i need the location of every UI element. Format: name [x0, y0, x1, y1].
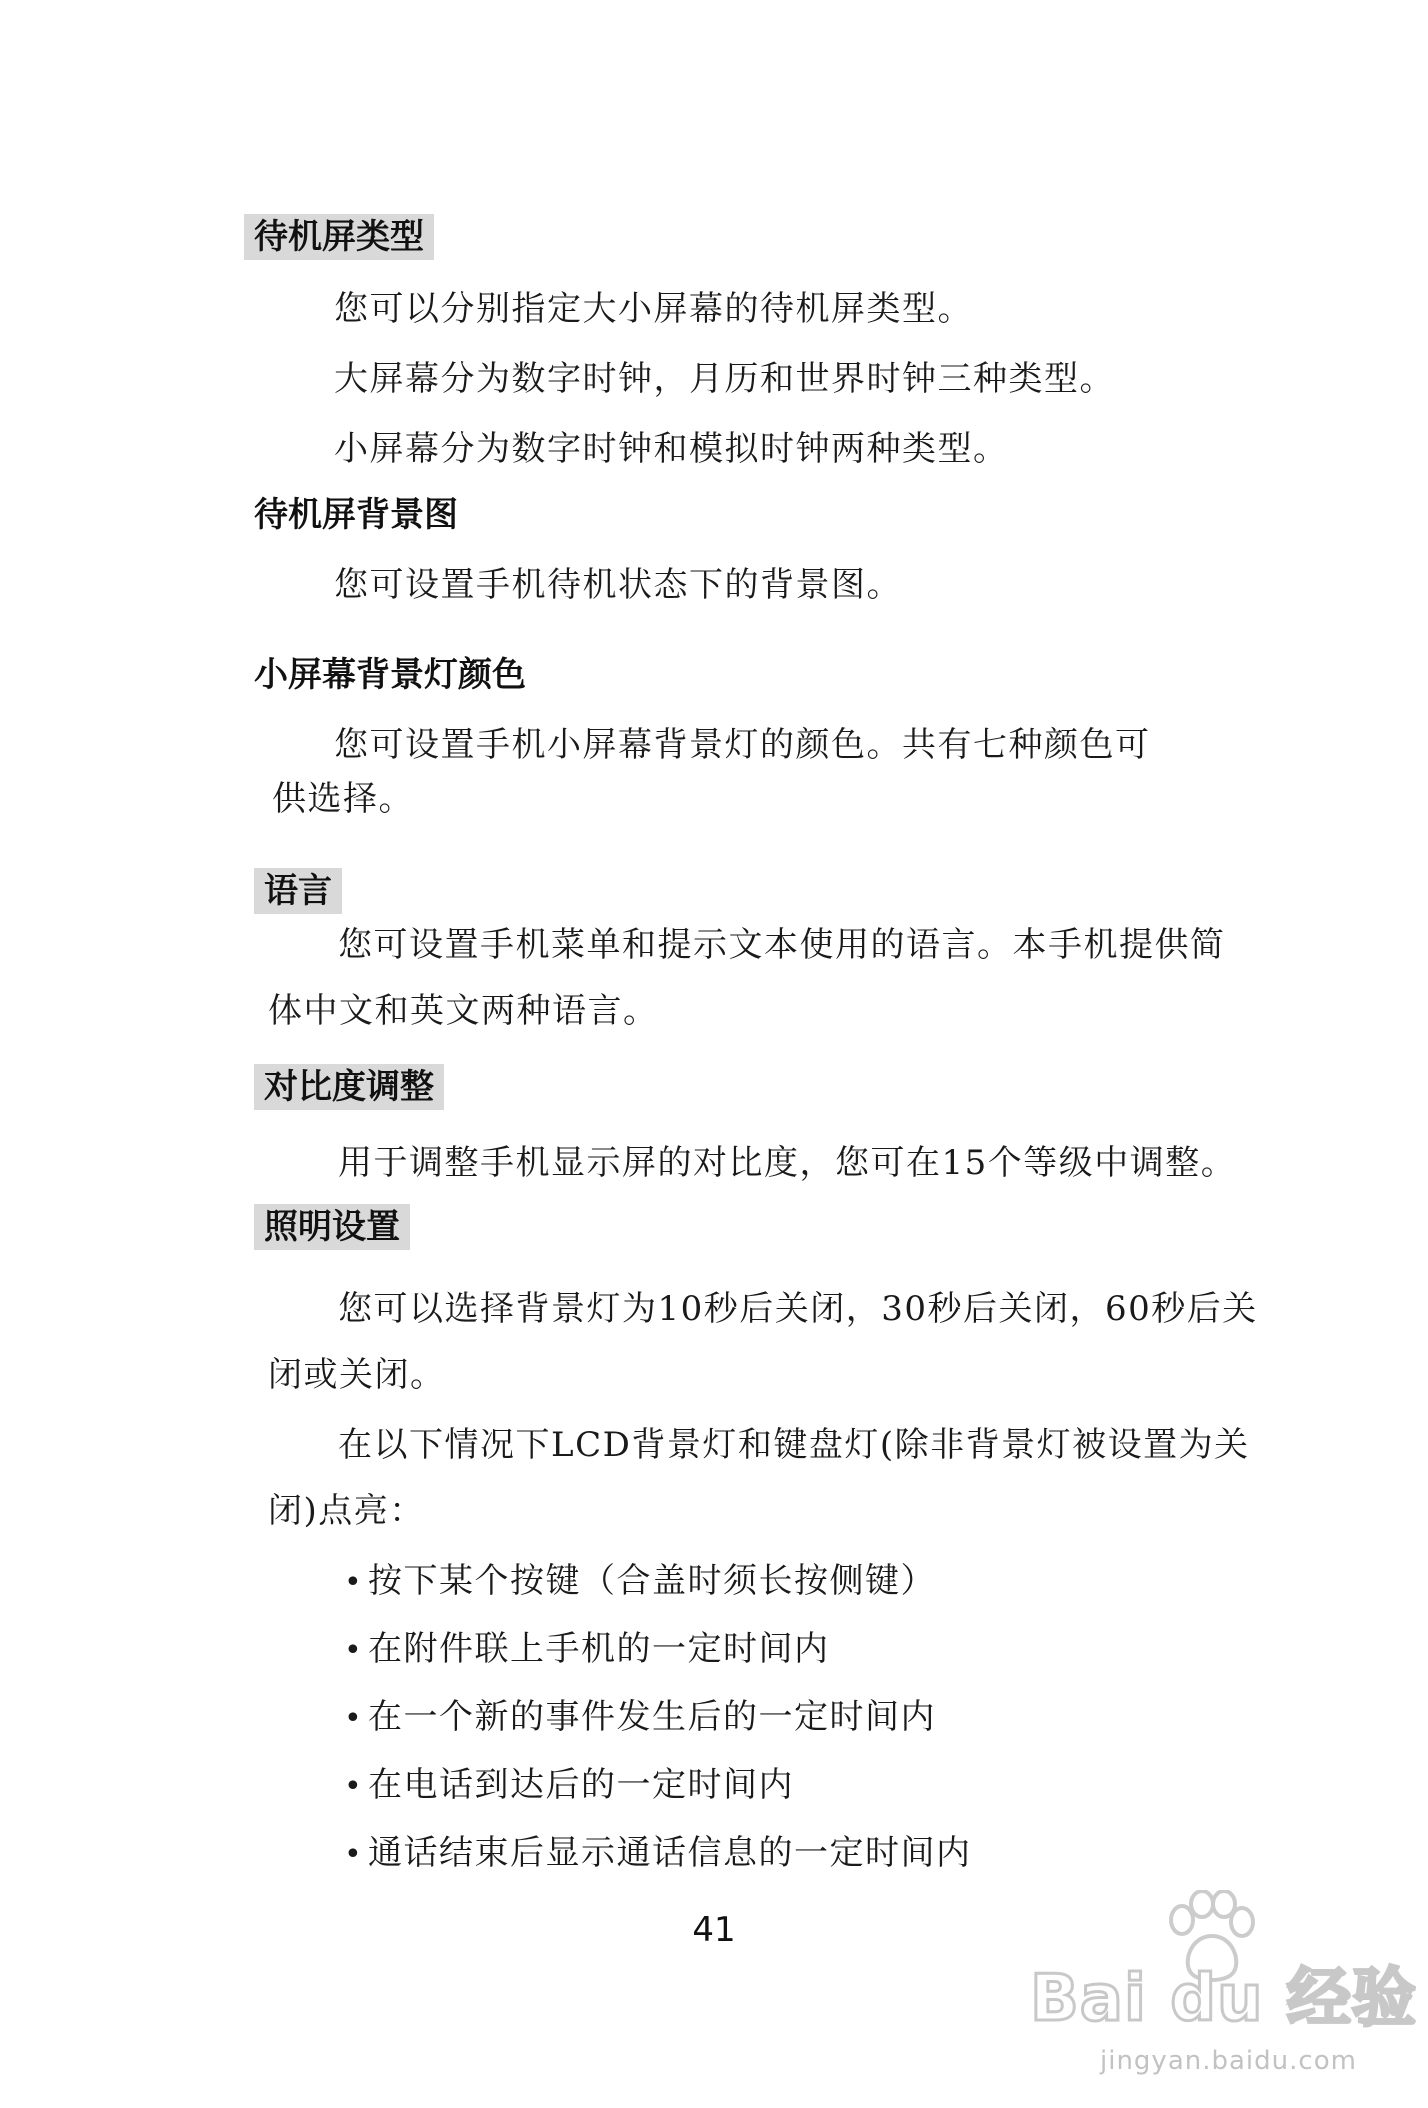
heading-standby-background: 待机屏背景图 [254, 495, 458, 535]
list-item-text: 通话结束后显示通话信息的一定时间内 [368, 1833, 972, 1873]
paragraph: 供选择。 [272, 779, 414, 819]
paragraph: 在以下情况下LCD背景灯和键盘灯(除非背景灯被设置为关 [338, 1425, 1250, 1465]
watermark-logo-text: Bai du 经验 [1030, 1962, 1417, 2036]
page-number: 41 [692, 1910, 736, 1950]
watermark-url: jingyan.baidu.com [1100, 2046, 1357, 2076]
paragraph: 体中文和英文两种语言。 [268, 991, 659, 1031]
list-item [344, 1765, 794, 1805]
paragraph: 您可设置手机小屏幕背景灯的颜色。共有七种颜色可 [334, 725, 1151, 765]
list-item-text: 按下某个按键（合盖时须长按侧键） [368, 1561, 936, 1601]
bullet-dot-icon: • [344, 1565, 364, 1600]
paragraph: 闭或关闭。 [268, 1355, 446, 1395]
heading-small-screen-backlight-color: 小屏幕背景灯颜色 [254, 655, 526, 695]
heading-language: 语言 [254, 868, 342, 914]
paragraph: 大屏幕分为数字时钟，月历和世界时钟三种类型。 [334, 359, 1115, 399]
heading-standby-screen-type: 待机屏类型 [244, 214, 434, 260]
bullet-dot-icon: • [344, 1769, 364, 1804]
paragraph: 您可以选择背景灯为10秒后关闭，30秒后关闭，60秒后关 [338, 1289, 1258, 1329]
bullet-dot-icon: • [344, 1701, 364, 1736]
list-item [344, 1561, 936, 1601]
paragraph: 闭)点亮： [268, 1491, 425, 1531]
paragraph: 您可以分别指定大小屏幕的待机屏类型。 [334, 289, 973, 329]
paragraph: 您可设置手机菜单和提示文本使用的语言。本手机提供简 [338, 925, 1226, 965]
bullet-dot-icon: • [344, 1633, 364, 1668]
bullet-dot-icon: • [344, 1837, 364, 1872]
paragraph: 用于调整手机显示屏的对比度，您可在15个等级中调整。 [338, 1143, 1237, 1183]
list-item [344, 1697, 936, 1737]
heading-lighting-settings: 照明设置 [254, 1204, 410, 1250]
paragraph: 小屏幕分为数字时钟和模拟时钟两种类型。 [334, 429, 1009, 469]
list-item-text: 在附件联上手机的一定时间内 [368, 1629, 830, 1669]
list-item-text: 在一个新的事件发生后的一定时间内 [368, 1697, 936, 1737]
list-item [344, 1833, 972, 1873]
list-item [344, 1629, 830, 1669]
baidu-watermark [1010, 1890, 1417, 2090]
list-item-text: 在电话到达后的一定时间内 [368, 1765, 794, 1805]
heading-contrast-adjust: 对比度调整 [254, 1064, 444, 1110]
paragraph: 您可设置手机待机状态下的背景图。 [334, 565, 902, 605]
